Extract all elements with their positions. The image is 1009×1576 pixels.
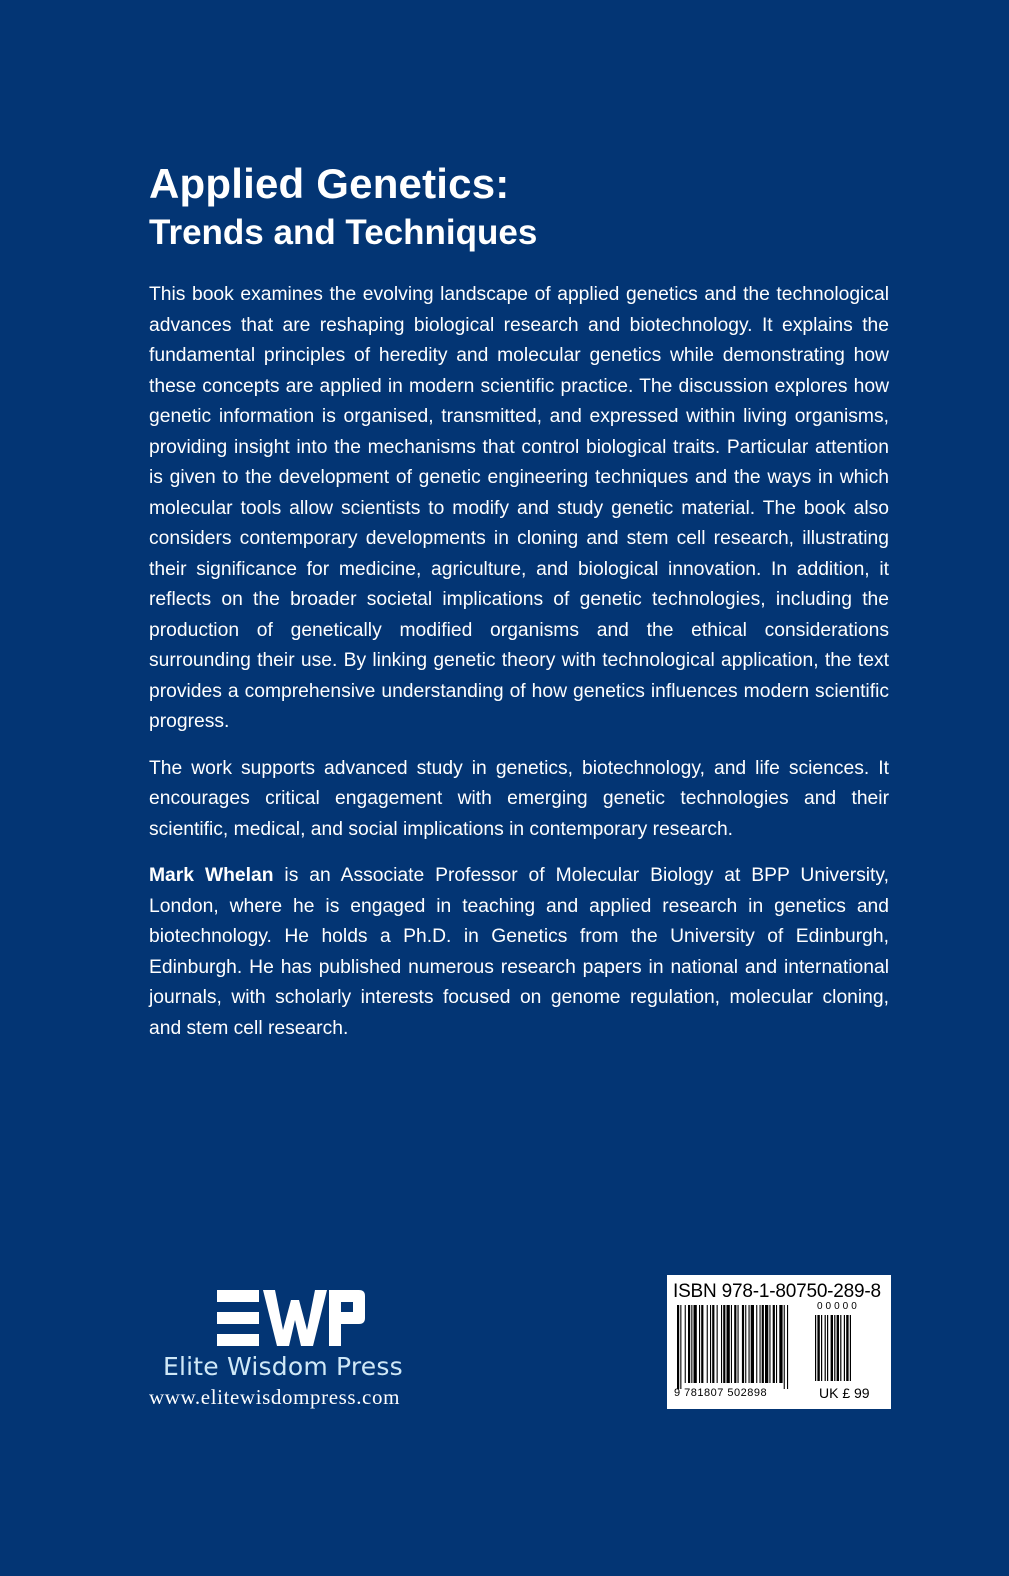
ewp-logo-icon: [217, 1290, 365, 1346]
title-line-1: Applied Genetics:: [149, 160, 510, 207]
price-label: UK £ 99: [819, 1385, 870, 1401]
blurb-paragraph-1: This book examines the evolving landscape of applied genetics and the technological advances that are reshaping biological research and biotechnology. It explains the fundamental principles of heredity and molecular genetics while demonstrating how these concepts are applied in modern scientific practice. The discussion explores how genetic information is organised, transmitted, and expressed within living organisms, providing insight into the mechanisms that control biological traits. Particular attention is given to the development of genetic engineering techniques and the ways in which molecular tools allow scientists to modify and study genetic material. The book also considers contemporary developments in cloning and stem cell research, illustrating their significance for medicine, agriculture, and biological innovation. In addition, it reflects on the broader societal implications of genetic technologies, including the production of genetically modified organisms and the ethical considerations surrounding their use. By linking genetic theory with technological application, the text provides a comprehensive understanding of how genetics influences modern scientific progress.: [149, 284, 889, 732]
isbn-barcode: [667, 1275, 891, 1409]
addon-digits: 00000: [817, 1301, 860, 1312]
publisher-url: www.elitewisdompress.com: [149, 1385, 400, 1409]
publisher-name: Elite Wisdom Press: [163, 1352, 403, 1381]
book-title: [149, 160, 869, 252]
author-name: Mark Whelan: [149, 865, 274, 886]
author-bio: [149, 861, 889, 1044]
blurb-paragraph-2: The work supports advanced study in genetics, biotechnology, and life sciences. It encourages critical engagement with emerging genetic technologies and their scientific, medical, and social implications in contemporary research.: [149, 757, 889, 840]
ean-digits: 9 781807 502898: [674, 1387, 768, 1399]
isbn-label: ISBN 978-1-80750-289-8: [673, 1281, 881, 1302]
title-line-2: Trends and Techniques: [149, 213, 538, 252]
publisher-logo: [149, 1290, 449, 1410]
blurb: [149, 280, 889, 1060]
author-bio-text: is an Associate Professor of Molecular Biology at BPP University, London, where he is engaged in teaching and applied research in genetics and biotechnology. He holds a Ph.D. in Genetics from the University of Edinburgh, Edinburgh. He has published numerous research papers in national and international journals, with scholarly interests focused on genome regulation, molecular cloning, and stem cell research.: [149, 865, 889, 1039]
